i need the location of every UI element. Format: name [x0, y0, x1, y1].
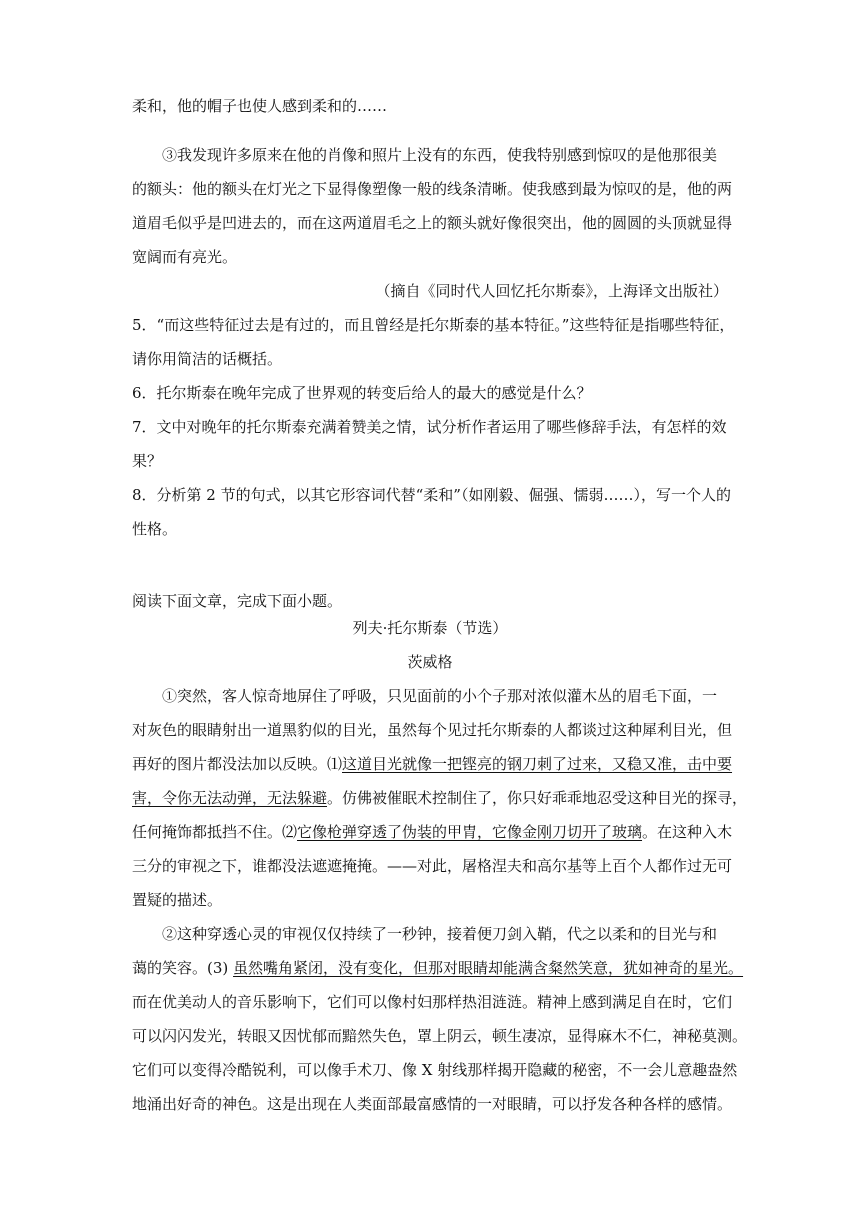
question-8-line2: 性格。: [132, 520, 178, 538]
passage2-title: 列夫·托尔斯泰（节选）: [352, 619, 508, 637]
passage2-p1-line4-text: 。仿佛被催眠术控制住了，你只好乖乖地忍受这种目光的探寻，: [327, 789, 748, 807]
passage2-p1-line3-text: 再好的图片都没法加以反映。⑴: [132, 755, 343, 773]
passage2-author: 茨威格: [407, 653, 453, 671]
passage2-p2-line1: ②这种穿透心灵的审视仅仅持续了一秒钟，接着便刀剑入鞘，代之以柔和的目光与和: [162, 925, 718, 943]
passage2-p2-line5: 它们可以变得冷酷锐利，可以像手术刀、像 X 射线那样揭开隐藏的秘密，不一会儿意趣盎然: [132, 1061, 738, 1079]
question-6: 6．托尔斯泰在晚年完成了世界观的转变后给人的最大的感觉是什么？: [132, 384, 592, 402]
passage2-instruction: 阅读下面文章，完成下面小题。: [132, 592, 343, 610]
underlined-sentence-2: 它像枪弹穿透了伪装的甲胄，它像金刚刀切开了玻璃: [297, 823, 643, 841]
passage2-p1-line5-text-a: 任何掩饰都抵挡不住。⑵: [132, 823, 298, 841]
passage2-p1-line3: [132, 754, 732, 774]
underlined-sentence-1-part1: 这道目光就像一把铿亮的钢刀刺了过来，又稳又准，击中要: [342, 755, 733, 773]
passage2-p2-line2: [132, 958, 743, 978]
question-7-line2: 果？: [132, 452, 163, 470]
passage1-p2-tail: 柔和，他的帽子也使人感到柔和的……: [132, 97, 388, 115]
question-8-line1: 8．分析第 2 节的句式，以其它形容词代替“柔和”（如刚毅、倔强、懦弱……），写一个人的: [132, 486, 731, 504]
passage2-p2-line6: 地涌出好奇的神色。这是出现在人类面部最富感情的一对眼睛，可以抒发各种各样的感情。: [132, 1095, 733, 1113]
passage1-source: （摘自《同时代人回忆托尔斯泰》，上海译文出版社）: [375, 282, 728, 300]
passage2-p1-line1: ①突然，客人惊奇地屏住了呼吸，只见面前的小个子那对浓似灌木丛的眉毛下面，一: [162, 687, 718, 705]
passage2-p2-line3: 而在优美动人的音乐影响下，它们可以像村妇那样热泪涟涟。精神上感到满足自在时，它们: [132, 993, 733, 1011]
passage2-p1-line7: 置疑的描述。: [132, 891, 223, 909]
passage2-p1-line5: [132, 822, 732, 842]
question-5-line1: 5．“而这些特征过去是有过的，而且曾经是托尔斯泰的基本特征。”这些特征是指哪些特征，: [132, 316, 735, 334]
passage1-p3-line4: 宽阔而有亮光。: [132, 248, 238, 266]
underlined-sentence-3: 虽然嘴角紧闭，没有变化，但那对眼睛却能满含粲然笑意，犹如神奇的星光。: [233, 959, 744, 977]
passage2-p1-line4: [132, 788, 747, 808]
passage1-p3-line1: ③我发现许多原来在他的肖像和照片上没有的东西，使我特别感到惊叹的是他那很美: [162, 146, 718, 164]
passage1-p3-line2: 的额头：他的额头在灯光之下显得像塑像一般的线条清晰。使我感到最为惊叹的是，他的两: [132, 180, 733, 198]
question-7-line1: 7．文中对晚年的托尔斯泰充满着赞美之情，试分析作者运用了哪些修辞手法，有怎样的效: [132, 418, 727, 436]
passage2-p1-line5-text-b: 。在这种入木: [642, 823, 733, 841]
passage2-p2-line2-text: 蔼的笑容。(3): [132, 959, 234, 977]
passage1-p3-line3: 道眉毛似乎是凹进去的，而在这两道眉毛之上的额头就好像很突出，他的圆圆的头顶就显得: [132, 214, 733, 232]
passage2-p2-line4: 可以闪闪发光，转眼又因忧郁而黯然失色，罩上阴云，顿生凄凉，显得麻木不仁，神秘莫测。: [132, 1027, 748, 1045]
underlined-sentence-1-part2: 害，令你无法动弹，无法躲避: [132, 789, 328, 807]
question-5-line2: 请你用简洁的话概括。: [132, 350, 283, 368]
passage2-p1-line6: 三分的审视之下，谁都没法遮遮掩掩。——对此，屠格涅夫和高尔基等上百个人都作过无可: [132, 857, 733, 875]
passage2-p1-line2: 对灰色的眼睛射出一道黑豹似的目光，虽然每个见过托尔斯泰的人都谈过这种犀利目光，但: [132, 721, 733, 739]
